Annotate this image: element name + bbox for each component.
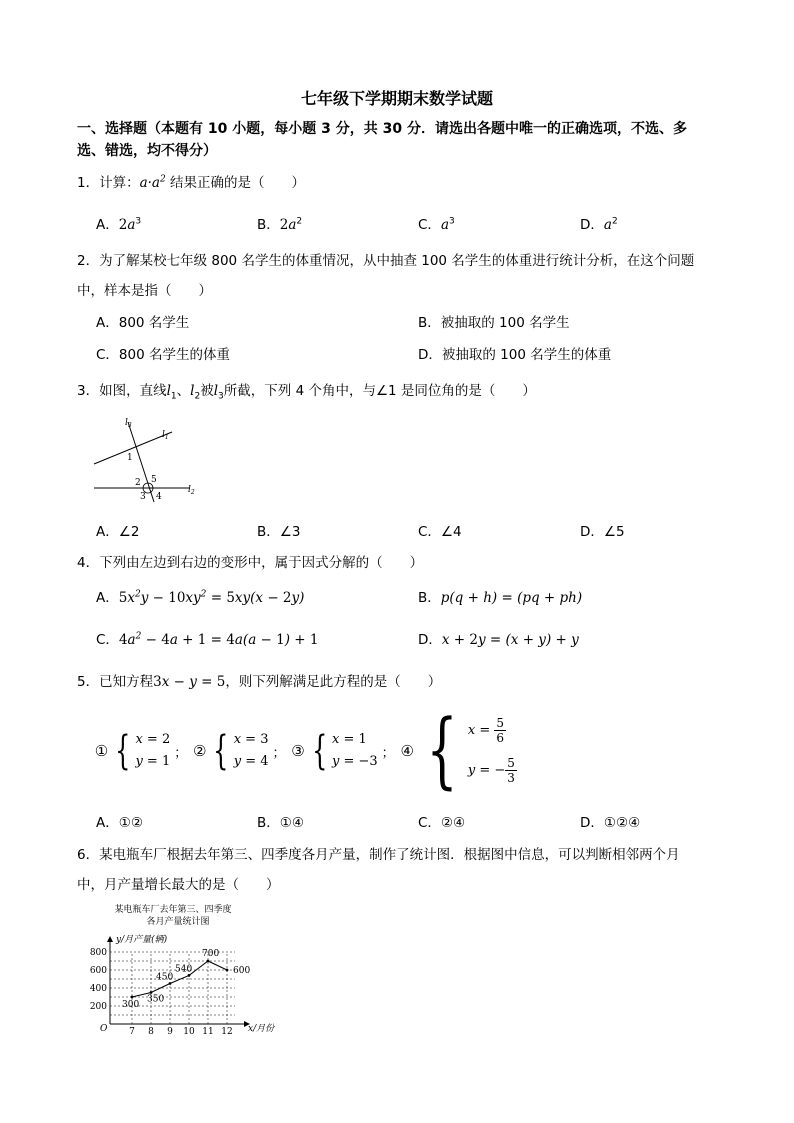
q5-option-a: A．①② <box>96 815 143 831</box>
chart-subtitle: 各月产量统计图 <box>146 917 210 927</box>
q1-option-d-label: D． <box>580 217 604 233</box>
circle-4: ④ <box>400 741 414 760</box>
y-axis-label: y/月产量(辆) <box>116 935 168 945</box>
q5-option-b: B．①④ <box>257 815 304 831</box>
x-tick-labels <box>129 1027 233 1037</box>
data-label: 350 <box>147 994 165 1005</box>
data-point <box>131 996 134 999</box>
system-1: { x = 2 y = 1 <box>115 728 171 774</box>
x-axis-label: x/月份 <box>248 1024 275 1034</box>
x-tick-label: 11 <box>202 1027 214 1037</box>
chart-title: 某电瓶车厂去年第三、四季度 <box>114 905 232 915</box>
q1-option-d: D．$a^2$ <box>580 216 618 233</box>
label-l2: $l_2$ <box>188 485 195 496</box>
q4-option-c-expr: $4a^2 - 4a + 1 = 4a(a - 1) + 1$ <box>118 631 319 648</box>
q6-line-chart <box>88 900 288 1042</box>
q1-option-c: C．$a^3$ <box>418 216 455 233</box>
q2-option-c: C．800 名学生的体重 <box>96 347 230 363</box>
data-point <box>150 991 153 994</box>
q3-option-b: B．∠3 <box>257 524 301 540</box>
q1-stem-pre: 1．计算： <box>77 175 140 191</box>
question-6-line2: 中，月产量增长最大的是（ ） <box>77 877 280 893</box>
page-title: 七年级下学期期末数学试题 <box>300 89 493 108</box>
question-5 <box>77 670 441 690</box>
q3-option-a: A．∠2 <box>96 524 140 540</box>
section-header-line1: 一、选择题（本题有 10 小题，每小题 3 分，共 30 分．请选出各题中唯一的正确选项，不选、多 <box>77 121 687 137</box>
label-angle-3: 3 <box>140 492 146 502</box>
chart-grid <box>110 952 235 1024</box>
system-3: { x = 1 y = −3 <box>311 728 378 774</box>
q4-option-d-expr: x + 2y = (x + y) + y <box>441 632 579 648</box>
q5-stem-post: ，则下列解满足此方程的是（ ） <box>225 674 442 690</box>
label-l1: $l_1$ <box>162 430 169 441</box>
data-point <box>207 960 210 963</box>
data-point <box>226 969 229 972</box>
q5-solutions: ① { x = 2 y = 1 ； ② { x = 3 y = 4 ； ③ { x = 1 y = −3 ； ④ { x = $\frac{5}{6}$ y = − $\frac{5}{3}$ <box>94 703 515 798</box>
y-tick-label: 600 <box>89 966 107 976</box>
q4-option-a-expr: $5x^2y - 10xy^2 = 5xy(x - 2y)$ <box>118 589 305 606</box>
data-labels <box>122 949 250 1010</box>
q4-option-a <box>96 586 304 606</box>
q3-option-c: C．∠4 <box>418 524 462 540</box>
q3-option-d: D．∠5 <box>580 524 625 540</box>
y-tick-label: 200 <box>89 1002 107 1012</box>
q1-option-a: A．$2a^3$ <box>96 216 142 233</box>
data-point <box>169 982 172 985</box>
q1-option-c-label: C． <box>418 217 441 233</box>
q5-equation: 3x − y = 5 <box>153 674 226 690</box>
question-3: 3．如图，直线$l_1$、$l_2$被$l_3$所截，下列 4 个角中，与∠1 是同位角的是（ ） <box>77 383 536 402</box>
y-tick-label: 800 <box>89 948 107 958</box>
system-2: { x = 3 y = 4 <box>213 728 269 774</box>
q4-option-b <box>418 586 582 606</box>
question-2-line1: 2．为了解某校七年级 800 名学生的体重情况，从中抽查 100 名学生的体重进行统计分析，在这个问题 <box>77 253 695 269</box>
y-tick-label: 400 <box>89 984 107 994</box>
data-label: 700 <box>202 949 220 959</box>
system-4: { x = $\frac{5}{6}$ y = − $\frac{5}{3}$ <box>426 703 515 798</box>
x-tick-label: 7 <box>129 1027 135 1037</box>
q4-option-c <box>96 628 319 648</box>
q4-option-d-label: D． <box>418 632 442 648</box>
q4-option-d <box>418 628 579 648</box>
label-angle-1: 1 <box>127 453 133 463</box>
question-4: 4．下列由左边到右边的变形中，属于因式分解的（ ） <box>77 555 424 571</box>
question-6-line1: 6．某电瓶车厂根据去年第三、四季度各月产量，制作了统计图．根据图中信息，可以判断相邻两个月 <box>77 847 680 863</box>
y-axis-arrow <box>107 936 113 942</box>
x-tick-label: 12 <box>221 1027 233 1037</box>
x-tick-label: 9 <box>167 1027 173 1037</box>
q5-option-c: C．②④ <box>418 815 466 831</box>
q1-expression: $a\cdot a^2$ <box>139 174 166 191</box>
q4-option-b-expr: p(q + h) = (pq + ph) <box>440 590 583 606</box>
q2-option-b: B．被抽取的 100 名学生 <box>418 315 570 331</box>
q4-option-a-label: A． <box>96 590 119 606</box>
data-label: 600 <box>233 966 251 976</box>
q3-stem-c: 被 <box>200 383 214 399</box>
q1-option-a-label: A． <box>96 217 119 233</box>
label-angle-5: 5 <box>151 475 157 485</box>
q3-stem-b: 、 <box>176 383 191 399</box>
circle-3: ③ <box>291 741 305 760</box>
data-label: 300 <box>122 1000 140 1010</box>
data-point <box>188 974 191 977</box>
origin-label: O <box>100 1024 108 1034</box>
q1-option-b-label: B． <box>257 217 280 233</box>
label-angle-4: 4 <box>156 492 162 502</box>
question-2-line2: 中，样本是指（ ） <box>77 283 212 299</box>
x-tick-label: 10 <box>183 1027 195 1037</box>
circle-2: ② <box>193 741 207 760</box>
label-l3: $l_3$ <box>125 418 132 429</box>
y-tick-labels <box>90 948 107 1012</box>
q2-option-d: D．被抽取的 100 名学生的体重 <box>418 347 612 363</box>
chart-axes <box>107 936 250 1027</box>
label-angle-2: 2 <box>135 478 141 488</box>
section-header-line2: 选、错选，均不得分） <box>77 143 217 159</box>
q1-stem-post: 结果正确的是（ ） <box>165 175 306 191</box>
q5-stem-pre: 5．已知方程 <box>77 674 154 690</box>
q4-option-c-label: C． <box>96 632 119 648</box>
q2-option-a: A．800 名学生 <box>96 315 190 331</box>
q5-option-d: D．①②④ <box>580 815 641 831</box>
circle-1: ① <box>94 741 109 760</box>
q3-stem-a: 3．如图，直线 <box>77 383 167 399</box>
data-label: 540 <box>175 964 193 975</box>
q4-option-b-label: B． <box>418 590 441 606</box>
x-tick-label: 8 <box>148 1027 154 1037</box>
q3-stem-d: 所截，下列 4 个角中，与∠1 是同位角的是（ ） <box>223 383 536 399</box>
q3-figure <box>90 412 210 504</box>
data-label: 450 <box>156 972 174 983</box>
question-1 <box>77 171 305 191</box>
q1-option-b: B．$2a^2$ <box>257 216 303 233</box>
